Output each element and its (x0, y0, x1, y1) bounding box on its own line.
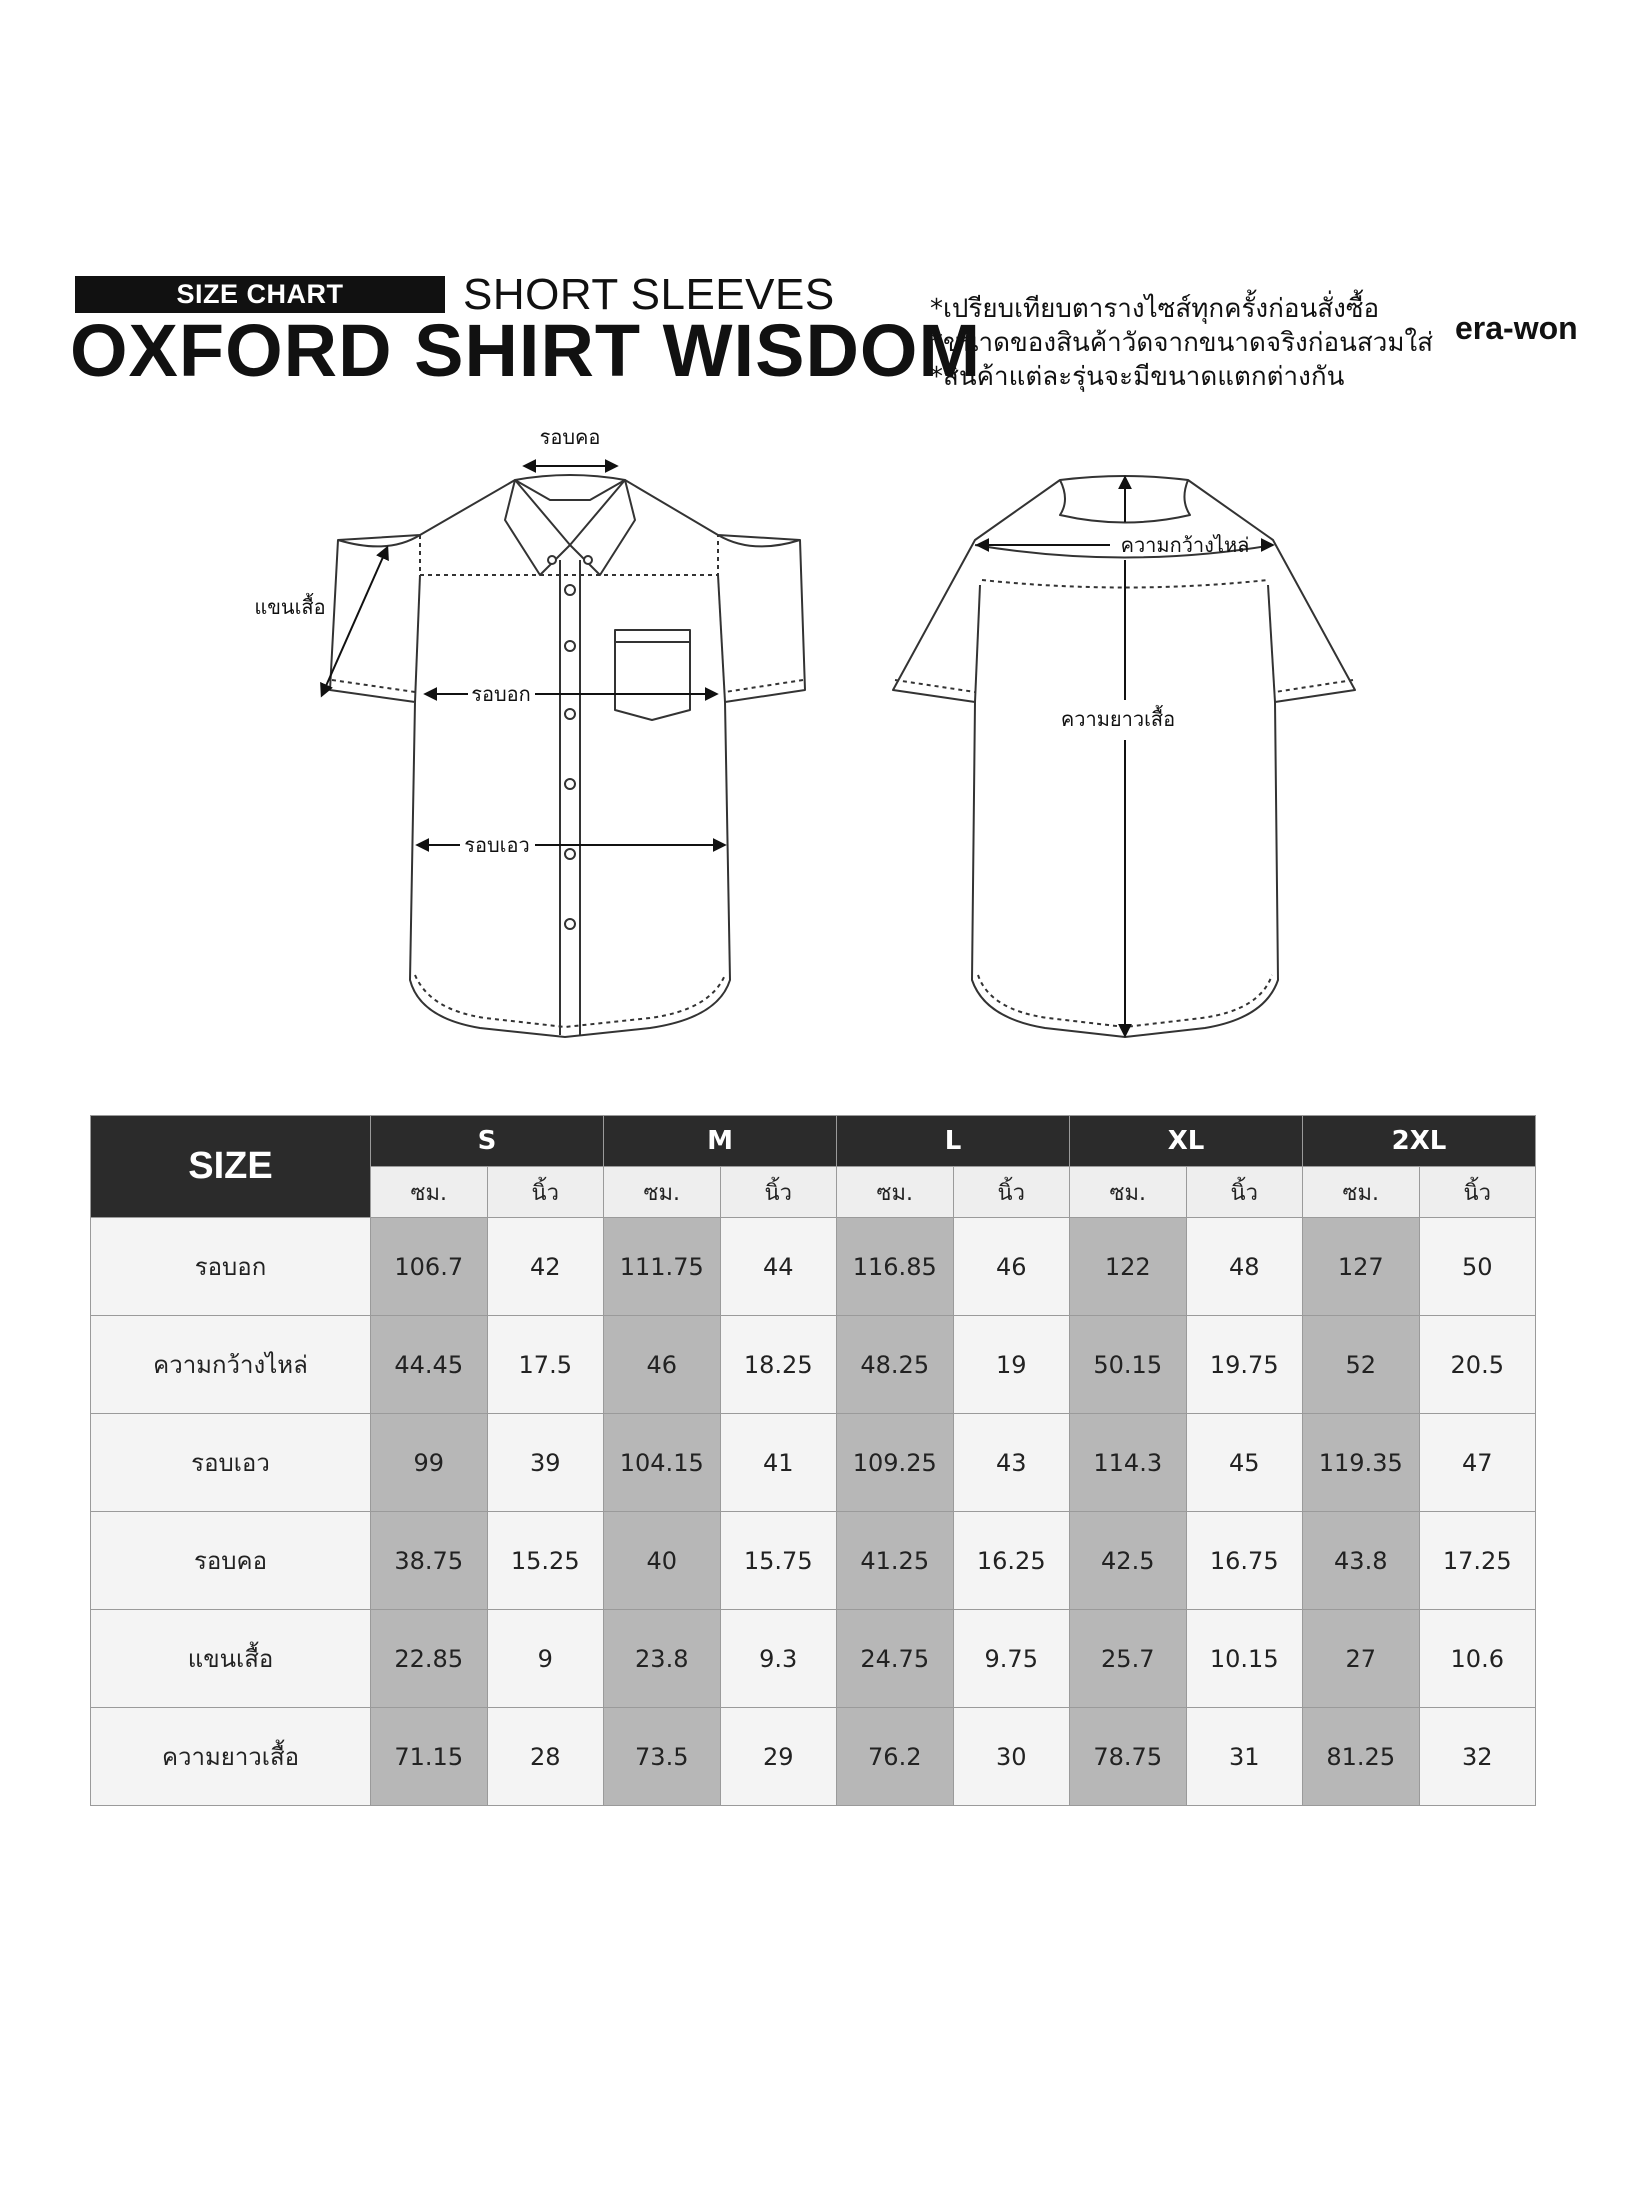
table-row (91, 1316, 1536, 1414)
size-col-header: M (604, 1116, 837, 1167)
cell-cm: 127 (1303, 1218, 1420, 1316)
unit-inch: นิ้ว (1419, 1167, 1536, 1218)
front-shirt (330, 475, 805, 1037)
row-label: ความยาวเสื้อ (91, 1708, 371, 1806)
label-waist: รอบเอว (464, 833, 530, 857)
cell-cm: 44.45 (371, 1316, 488, 1414)
cell-inch: 45 (1186, 1414, 1303, 1512)
size-chart-tag: SIZE CHART (75, 276, 445, 313)
unit-inch: นิ้ว (953, 1167, 1070, 1218)
cell-inch: 20.5 (1419, 1316, 1536, 1414)
table-row (91, 1512, 1536, 1610)
row-label: รอบอก (91, 1218, 371, 1316)
cell-inch: 17.25 (1419, 1512, 1536, 1610)
size-col-header: 2XL (1303, 1116, 1536, 1167)
cell-inch: 32 (1419, 1708, 1536, 1806)
brand-logo: era-won (1455, 310, 1578, 346)
table-row (91, 1708, 1536, 1806)
cell-cm: 46 (604, 1316, 721, 1414)
page-title: OXFORD SHIRT WISDOM (70, 309, 982, 392)
label-neck: รอบคอ (539, 425, 601, 449)
cell-inch: 30 (953, 1708, 1070, 1806)
subtitle: SHORT SLEEVES (463, 270, 835, 319)
cell-inch: 47 (1419, 1414, 1536, 1512)
cell-cm: 104.15 (604, 1414, 721, 1512)
cell-cm: 48.25 (837, 1316, 954, 1414)
note-line: *สินค้าแต่ละรุ่นจะมีขนาดแตกต่างกัน (930, 362, 1345, 392)
cell-cm: 99 (371, 1414, 488, 1512)
cell-inch: 31 (1186, 1708, 1303, 1806)
cell-inch: 43 (953, 1414, 1070, 1512)
row-label: แขนเสื้อ (91, 1610, 371, 1708)
cell-inch: 42 (487, 1218, 604, 1316)
size-col-header: L (837, 1116, 1070, 1167)
cell-cm: 24.75 (837, 1610, 954, 1708)
cell-cm: 119.35 (1303, 1414, 1420, 1512)
cell-inch: 46 (953, 1218, 1070, 1316)
unit-cm: ซม. (837, 1167, 954, 1218)
unit-inch: นิ้ว (720, 1167, 837, 1218)
cell-inch: 15.25 (487, 1512, 604, 1610)
cell-inch: 10.15 (1186, 1610, 1303, 1708)
cell-cm: 27 (1303, 1610, 1420, 1708)
label-shoulder: ความกว้างไหล่ (1120, 533, 1250, 557)
cell-cm: 22.85 (371, 1610, 488, 1708)
table-row (91, 1218, 1536, 1316)
cell-cm: 52 (1303, 1316, 1420, 1414)
cell-inch: 29 (720, 1708, 837, 1806)
unit-inch: นิ้ว (487, 1167, 604, 1218)
size-header: SIZE (91, 1116, 371, 1218)
unit-cm: ซม. (1303, 1167, 1420, 1218)
cell-cm: 43.8 (1303, 1512, 1420, 1610)
table-row (91, 1610, 1536, 1708)
cell-cm: 81.25 (1303, 1708, 1420, 1806)
unit-inch: นิ้ว (1186, 1167, 1303, 1218)
size-table (90, 1115, 1536, 1806)
shirt-diagram (0, 0, 1650, 1080)
cell-inch: 18.25 (720, 1316, 837, 1414)
cell-inch: 28 (487, 1708, 604, 1806)
unit-cm: ซม. (371, 1167, 488, 1218)
cell-inch: 19 (953, 1316, 1070, 1414)
cell-inch: 44 (720, 1218, 837, 1316)
cell-inch: 9.3 (720, 1610, 837, 1708)
cell-inch: 50 (1419, 1218, 1536, 1316)
note-line: *ขนาดของสินค้าวัดจากขนาดจริงก่อนสวมใส่ (930, 328, 1434, 358)
cell-cm: 23.8 (604, 1610, 721, 1708)
cell-cm: 111.75 (604, 1218, 721, 1316)
cell-cm: 41.25 (837, 1512, 954, 1610)
unit-cm: ซม. (604, 1167, 721, 1218)
size-col-header: XL (1070, 1116, 1303, 1167)
label-length: ความยาวเสื้อ (1060, 707, 1176, 731)
cell-cm: 116.85 (837, 1218, 954, 1316)
cell-cm: 25.7 (1070, 1610, 1187, 1708)
cell-inch: 10.6 (1419, 1610, 1536, 1708)
cell-cm: 50.15 (1070, 1316, 1187, 1414)
table-row (91, 1414, 1536, 1512)
cell-cm: 106.7 (371, 1218, 488, 1316)
note-line: *เปรียบเทียบตารางไซส์ทุกครั้งก่อนสั่งซื้อ (930, 294, 1380, 324)
label-sleeve: แขนเสื้อ (254, 595, 326, 619)
cell-cm: 38.75 (371, 1512, 488, 1610)
unit-cm: ซม. (1070, 1167, 1187, 1218)
cell-inch: 9 (487, 1610, 604, 1708)
cell-inch: 41 (720, 1414, 837, 1512)
cell-cm: 76.2 (837, 1708, 954, 1806)
cell-cm: 73.5 (604, 1708, 721, 1806)
cell-inch: 19.75 (1186, 1316, 1303, 1414)
row-label: รอบคอ (91, 1512, 371, 1610)
cell-cm: 71.15 (371, 1708, 488, 1806)
cell-cm: 122 (1070, 1218, 1187, 1316)
cell-cm: 114.3 (1070, 1414, 1187, 1512)
cell-inch: 17.5 (487, 1316, 604, 1414)
row-label: ความกว้างไหล่ (91, 1316, 371, 1414)
cell-inch: 16.25 (953, 1512, 1070, 1610)
size-col-header: S (371, 1116, 604, 1167)
label-chest: รอบอก (471, 682, 531, 706)
cell-inch: 15.75 (720, 1512, 837, 1610)
cell-cm: 40 (604, 1512, 721, 1610)
cell-inch: 48 (1186, 1218, 1303, 1316)
row-label: รอบเอว (91, 1414, 371, 1512)
cell-cm: 42.5 (1070, 1512, 1187, 1610)
cell-inch: 9.75 (953, 1610, 1070, 1708)
cell-cm: 109.25 (837, 1414, 954, 1512)
cell-inch: 16.75 (1186, 1512, 1303, 1610)
cell-cm: 78.75 (1070, 1708, 1187, 1806)
cell-inch: 39 (487, 1414, 604, 1512)
